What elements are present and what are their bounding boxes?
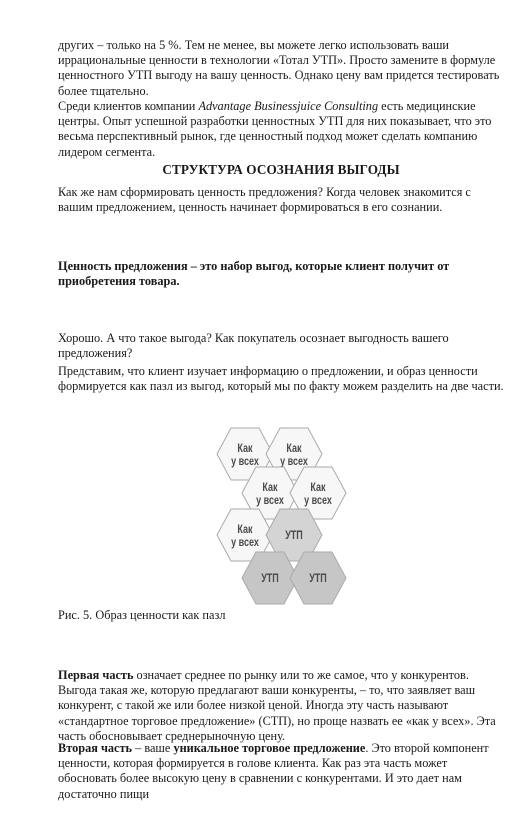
hexagon-label: у всех <box>304 493 332 508</box>
hexagon-label: Как <box>237 441 253 456</box>
hexagon-label: Как <box>262 480 278 495</box>
hexagon-label: у всех <box>280 454 308 469</box>
company-name: Advantage Businessjuice Consulting <box>198 99 379 113</box>
paragraph-first-part <box>58 668 504 744</box>
paragraph-text: . Это второй компонент ценности, которая формируется в голове клиента. Как раз эта часть может обосновать более высокую цену в сравнении с конкурентами. И это дает нам достаточно пищи <box>58 741 489 801</box>
first-part-label: Первая часть <box>58 668 134 682</box>
figure-caption: Рис. 5. Образ ценности как пазл <box>58 608 226 622</box>
hexagon-label: Как <box>310 480 326 495</box>
section-heading: СТРУКТУРА ОСОЗНАНИЯ ВЫГОДЫ <box>162 162 400 177</box>
paragraph-text: есть медицинские центры. Опыт успешной разработки ценностных УТП для них показывает, что это весьма перспективный рынок, где ценностный подход может сделать компанию лидером сегмента. <box>58 99 492 159</box>
usp-term: уникальное торговое предложение <box>173 741 366 755</box>
paragraph-value-definition: Ценность предложения – это набор выгод, которые клиент получит от приобретения товара. <box>58 259 450 289</box>
paragraph-text: означает среднее по рынку или то же самое, что у конкурентов. Выгода такая же, которую предлагают ваши конкуренты, – то, что заявляет ваш конкурент, с такой же или более низкой ценой. Иногда эту часть называют «стандартное торговое предложение» (СТП), но проще назвать ее «как у всех». Эта часть обосновывает среднерыночную цену. <box>58 668 496 743</box>
hexagon-label: УТП <box>309 571 327 586</box>
paragraph-value-formation: Как же нам сформировать ценность предложения? Когда человек знакомится с вашим предложением, ценность начинает формироваться в его сознании. <box>58 185 471 215</box>
hexagon-label: УТП <box>261 571 279 586</box>
hexagon-label: Как <box>237 522 253 537</box>
paragraph-irrational-values: других – только на 5 %. Тем не менее, вы можете легко использовать ваши иррациональные ценности в технологии «Тотал УТП». Просто замените в формуле ценностного УТП выгоду на вашу ценность. Однако цену вам придется тестировать более тщательно. <box>58 38 500 98</box>
hexagon-label: у всех <box>231 454 259 469</box>
paragraph-puzzle-intro: Представим, что клиент изучает информацию о предложении, и образ ценности формируется как пазл из выгод, который мы по факту можем разделить на две части. <box>58 364 504 394</box>
hexagon-label: Как <box>286 441 302 456</box>
paragraph-text: Среди клиентов компании <box>58 99 199 113</box>
hexagon-label: у всех <box>231 535 259 550</box>
paragraph-second-part <box>58 741 504 802</box>
second-part-label: Вторая часть <box>58 741 133 755</box>
hexagon-label: у всех <box>256 493 284 508</box>
paragraph-what-is-benefit: Хорошо. А что такое выгода? Как покупатель осознает выгодность вашего предложения? <box>58 331 449 361</box>
paragraph-text: – ваше <box>132 741 174 755</box>
hexagon-label: УТП <box>285 528 303 543</box>
